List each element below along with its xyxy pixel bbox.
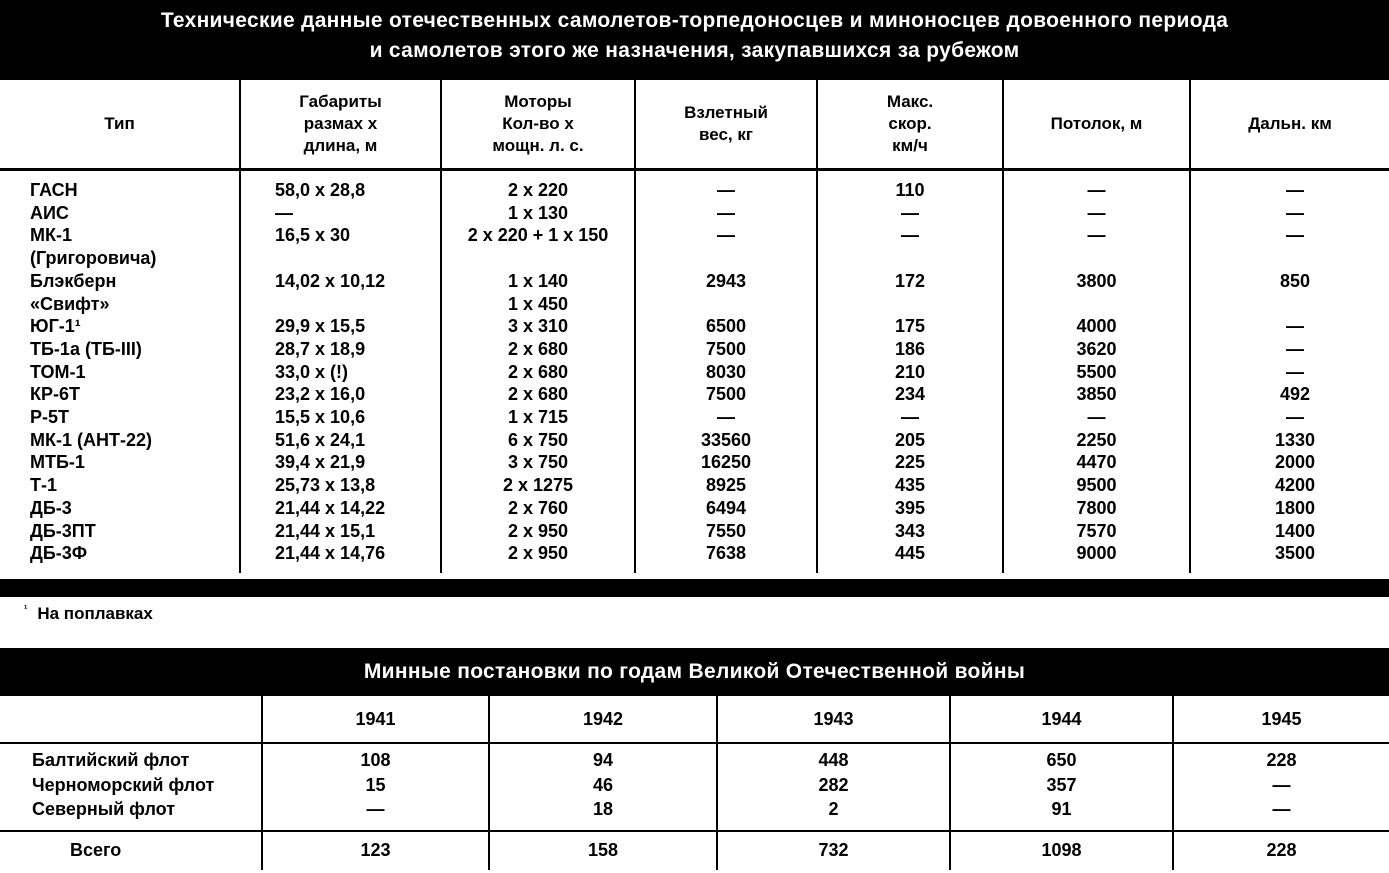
mines-header-blank xyxy=(0,696,262,743)
fleet-name-cell: Северный флот xyxy=(32,799,176,819)
aircraft-value-cell: 2 х 680 xyxy=(441,383,635,406)
total-label-cell: Всего xyxy=(0,831,262,870)
mines-count-cell: 91 xyxy=(950,797,1173,831)
aircraft-value-cell xyxy=(1003,293,1190,316)
aircraft-value-cell: 1 х 450 xyxy=(441,293,635,316)
aircraft-value-cell: 8925 xyxy=(635,474,817,497)
aircraft-value-cell: 2943 xyxy=(635,270,817,293)
aircraft-row xyxy=(0,429,1389,452)
aircraft-row xyxy=(0,270,1389,293)
table1-title-line2: и самолетов этого же назначения, закупавшихся за рубежом xyxy=(369,39,1020,62)
aircraft-value-cell: — xyxy=(817,202,1003,225)
aircraft-value-cell: 7550 xyxy=(635,520,817,543)
aircraft-value-cell: 2 х 760 xyxy=(441,497,635,520)
header-line: Взлетный xyxy=(684,103,768,122)
aircraft-row xyxy=(0,520,1389,543)
aircraft-row xyxy=(0,474,1389,497)
aircraft-value-cell: 33,0 х (!) xyxy=(240,361,441,384)
mines-year-header: 1943 xyxy=(717,696,950,743)
aircraft-value-cell: — xyxy=(1190,170,1389,202)
mines-count-cell: 46 xyxy=(489,773,717,798)
aircraft-value-cell: 3 х 310 xyxy=(441,315,635,338)
aircraft-value-cell: 1 х 140 xyxy=(441,270,635,293)
aircraft-value-cell: 225 xyxy=(817,451,1003,474)
aircraft-value-cell xyxy=(1190,247,1389,270)
header-line: скор. xyxy=(888,114,932,133)
mines-table-body xyxy=(0,743,1389,870)
aircraft-value-cell: 33560 xyxy=(635,429,817,452)
aircraft-type-cell: ТБ-1а (ТБ-III) xyxy=(30,338,142,359)
aircraft-row xyxy=(0,170,1389,202)
mines-year-header: 1941 xyxy=(262,696,489,743)
mines-count-cell: 15 xyxy=(262,773,489,798)
aircraft-value-cell: — xyxy=(1190,338,1389,361)
aircraft-value-cell: — xyxy=(1190,202,1389,225)
header-line: Тип xyxy=(104,114,135,133)
mine-laying-table xyxy=(0,696,1389,870)
aircraft-value-cell: 3 х 750 xyxy=(441,451,635,474)
total-value-cell: 123 xyxy=(262,831,489,870)
total-row xyxy=(0,831,1389,870)
aircraft-value-cell: 445 xyxy=(817,542,1003,573)
aircraft-type-cell: ТОМ-1 xyxy=(30,361,86,382)
header-line: размах х xyxy=(303,114,378,133)
aircraft-type-cell: АИС xyxy=(30,202,69,223)
aircraft-value-cell: 23,2 х 16,0 xyxy=(240,383,441,406)
aircraft-value-cell: — xyxy=(817,406,1003,429)
aircraft-table-body xyxy=(0,170,1389,573)
mines-table-header-row xyxy=(0,696,1389,743)
aircraft-value-cell: 7500 xyxy=(635,338,817,361)
mines-year-header: 1944 xyxy=(950,696,1173,743)
aircraft-value-cell xyxy=(635,293,817,316)
aircraft-value-cell: — xyxy=(635,202,817,225)
header-line: Кол-во х xyxy=(502,114,574,133)
aircraft-header-cell xyxy=(441,80,635,170)
footnote xyxy=(24,604,153,624)
header-line: Макс. xyxy=(886,92,934,111)
aircraft-type-cell: ДБ-3 xyxy=(30,497,72,518)
aircraft-value-cell: 7800 xyxy=(1003,497,1190,520)
aircraft-value-cell: 3620 xyxy=(1003,338,1190,361)
mines-count-cell: 2 xyxy=(717,797,950,831)
aircraft-value-cell: 3800 xyxy=(1003,270,1190,293)
aircraft-value-cell: 2 х 220 xyxy=(441,170,635,202)
table1-title-line1: Технические данные отечественных самолетов-торпедоносцев и миноносцев довоенного периода xyxy=(160,9,1229,32)
aircraft-value-cell: 21,44 х 15,1 xyxy=(240,520,441,543)
aircraft-value-cell: 395 xyxy=(817,497,1003,520)
aircraft-value-cell: 51,6 х 24,1 xyxy=(240,429,441,452)
aircraft-value-cell xyxy=(635,247,817,270)
aircraft-header-cell xyxy=(1190,80,1389,170)
aircraft-value-cell: 1 х 130 xyxy=(441,202,635,225)
mines-year-header: 1945 xyxy=(1173,696,1389,743)
aircraft-value-cell: 1 х 715 xyxy=(441,406,635,429)
aircraft-value-cell: — xyxy=(1190,361,1389,384)
total-value-cell: 158 xyxy=(489,831,717,870)
aircraft-value-cell: 9500 xyxy=(1003,474,1190,497)
separator-bar xyxy=(0,579,1389,597)
aircraft-value-cell xyxy=(1190,293,1389,316)
aircraft-value-cell: — xyxy=(240,202,441,225)
aircraft-value-cell: 2 х 1275 xyxy=(441,474,635,497)
mines-count-cell: 228 xyxy=(1173,743,1389,773)
fleet-row xyxy=(0,773,1389,798)
aircraft-value-cell: 1800 xyxy=(1190,497,1389,520)
aircraft-row xyxy=(0,383,1389,406)
aircraft-value-cell xyxy=(817,247,1003,270)
aircraft-value-cell: 1400 xyxy=(1190,520,1389,543)
aircraft-value-cell xyxy=(817,293,1003,316)
mines-count-cell: — xyxy=(1173,797,1389,831)
aircraft-type-cell: Блэкберн xyxy=(30,270,117,291)
aircraft-value-cell: 21,44 х 14,76 xyxy=(240,542,441,573)
header-line: длина, м xyxy=(303,136,378,155)
aircraft-value-cell: 9000 xyxy=(1003,542,1190,573)
aircraft-value-cell: 4000 xyxy=(1003,315,1190,338)
aircraft-value-cell: 28,7 х 18,9 xyxy=(240,338,441,361)
aircraft-value-cell: 234 xyxy=(817,383,1003,406)
aircraft-row xyxy=(0,451,1389,474)
aircraft-header-cell xyxy=(1003,80,1190,170)
footnote-text: На поплавках xyxy=(37,604,153,623)
aircraft-header-cell xyxy=(817,80,1003,170)
aircraft-type-cell: ГАСН xyxy=(30,180,78,200)
aircraft-value-cell: 58,0 х 28,8 xyxy=(240,170,441,202)
aircraft-value-cell: 2 х 950 xyxy=(441,520,635,543)
aircraft-value-cell: 110 xyxy=(817,170,1003,202)
aircraft-value-cell: 850 xyxy=(1190,270,1389,293)
aircraft-value-cell: 14,02 х 10,12 xyxy=(240,270,441,293)
aircraft-value-cell: 6500 xyxy=(635,315,817,338)
aircraft-type-cell: ДБ-3ПТ xyxy=(30,520,96,541)
aircraft-value-cell: 186 xyxy=(817,338,1003,361)
header-line: км/ч xyxy=(892,136,928,155)
aircraft-value-cell: 210 xyxy=(817,361,1003,384)
aircraft-value-cell: 8030 xyxy=(635,361,817,384)
header-line: Габариты xyxy=(299,92,382,111)
mines-year-header: 1942 xyxy=(489,696,717,743)
aircraft-value-cell: 175 xyxy=(817,315,1003,338)
header-line: Дальн. км xyxy=(1248,114,1332,133)
aircraft-value-cell: 15,5 х 10,6 xyxy=(240,406,441,429)
aircraft-value-cell: 16,5 х 30 xyxy=(240,224,441,247)
aircraft-value-cell: — xyxy=(1003,224,1190,247)
aircraft-value-cell: — xyxy=(1003,170,1190,202)
aircraft-value-cell: 4200 xyxy=(1190,474,1389,497)
aircraft-value-cell xyxy=(240,293,441,316)
aircraft-row xyxy=(0,338,1389,361)
aircraft-type-cell: МК-1 (АНТ-22) xyxy=(30,429,152,450)
aircraft-value-cell: 2 х 680 xyxy=(441,361,635,384)
aircraft-type-cell: МК-1 xyxy=(30,225,72,246)
aircraft-value-cell: 3500 xyxy=(1190,542,1389,573)
aircraft-row xyxy=(0,497,1389,520)
aircraft-value-cell: 205 xyxy=(817,429,1003,452)
fleet-name-cell: Балтийский флот xyxy=(32,750,190,770)
aircraft-row xyxy=(0,202,1389,225)
aircraft-row xyxy=(0,293,1389,316)
aircraft-header-cell xyxy=(240,80,441,170)
aircraft-row xyxy=(0,361,1389,384)
aircraft-value-cell: 7500 xyxy=(635,383,817,406)
aircraft-value-cell: 21,44 х 14,22 xyxy=(240,497,441,520)
aircraft-value-cell: 7638 xyxy=(635,542,817,573)
total-value-cell: 228 xyxy=(1173,831,1389,870)
aircraft-value-cell xyxy=(240,247,441,270)
aircraft-row xyxy=(0,406,1389,429)
aircraft-type-cell: МТБ-1 xyxy=(30,452,85,473)
aircraft-value-cell: 2 х 950 xyxy=(441,542,635,573)
aircraft-value-cell: 16250 xyxy=(635,451,817,474)
aircraft-value-cell: — xyxy=(635,170,817,202)
fleet-row xyxy=(0,743,1389,773)
aircraft-value-cell: 343 xyxy=(817,520,1003,543)
aircraft-type-cell: ДБ-3Ф xyxy=(30,543,88,564)
header-line: Моторы xyxy=(504,92,572,111)
mines-count-cell: — xyxy=(1173,773,1389,798)
table1-title-bar xyxy=(0,0,1389,80)
aircraft-value-cell: — xyxy=(817,224,1003,247)
mines-count-cell: 357 xyxy=(950,773,1173,798)
aircraft-row xyxy=(0,542,1389,573)
aircraft-type-cell: Р-5Т xyxy=(30,407,70,428)
mines-count-cell: 94 xyxy=(489,743,717,773)
mines-count-cell: 282 xyxy=(717,773,950,798)
aircraft-value-cell: — xyxy=(1003,406,1190,429)
aircraft-row xyxy=(0,247,1389,270)
aircraft-value-cell: 2000 xyxy=(1190,451,1389,474)
aircraft-value-cell: 25,73 х 13,8 xyxy=(240,474,441,497)
fleet-row xyxy=(0,797,1389,831)
mines-count-cell: 18 xyxy=(489,797,717,831)
table2-title-bar: Минные постановки по годам Великой Отечественной войны xyxy=(0,648,1389,696)
mines-count-cell: 650 xyxy=(950,743,1173,773)
aircraft-value-cell: 492 xyxy=(1190,383,1389,406)
aircraft-value-cell: 5500 xyxy=(1003,361,1190,384)
aircraft-type-cell: Т-1 xyxy=(30,475,57,496)
total-value-cell: 732 xyxy=(717,831,950,870)
aircraft-value-cell xyxy=(441,247,635,270)
header-line: мощн. л. с. xyxy=(492,136,584,155)
aircraft-value-cell: 6 х 750 xyxy=(441,429,635,452)
aircraft-value-cell: 2250 xyxy=(1003,429,1190,452)
aircraft-value-cell: 3850 xyxy=(1003,383,1190,406)
aircraft-row xyxy=(0,224,1389,247)
aircraft-specs-table xyxy=(0,80,1389,573)
aircraft-value-cell: 29,9 х 15,5 xyxy=(240,315,441,338)
footnote-mark: ¹ xyxy=(24,604,28,616)
mines-count-cell: 108 xyxy=(262,743,489,773)
aircraft-value-cell: 6494 xyxy=(635,497,817,520)
aircraft-value-cell: 2 х 220 + 1 х 150 xyxy=(441,224,635,247)
aircraft-value-cell: — xyxy=(1003,202,1190,225)
aircraft-value-cell: 2 х 680 xyxy=(441,338,635,361)
aircraft-value-cell: — xyxy=(1190,406,1389,429)
aircraft-header-cell xyxy=(0,80,240,170)
header-line: Потолок, м xyxy=(1050,114,1143,133)
aircraft-table-header-row xyxy=(0,80,1389,170)
aircraft-value-cell: — xyxy=(1190,224,1389,247)
aircraft-value-cell: 7570 xyxy=(1003,520,1190,543)
aircraft-value-cell: — xyxy=(1190,315,1389,338)
aircraft-value-cell: — xyxy=(635,224,817,247)
aircraft-type-cell: ЮГ-1¹ xyxy=(30,316,81,337)
aircraft-value-cell: — xyxy=(635,406,817,429)
aircraft-value-cell xyxy=(1003,247,1190,270)
aircraft-value-cell: 4470 xyxy=(1003,451,1190,474)
aircraft-type-cell: КР-6Т xyxy=(30,384,80,405)
aircraft-row xyxy=(0,315,1389,338)
mines-count-cell: — xyxy=(262,797,489,831)
aircraft-type-cell: (Григоровича) xyxy=(30,248,157,269)
header-line: вес, кг xyxy=(699,125,753,144)
aircraft-header-cell xyxy=(635,80,817,170)
aircraft-value-cell: 435 xyxy=(817,474,1003,497)
total-value-cell: 1098 xyxy=(950,831,1173,870)
aircraft-value-cell: 172 xyxy=(817,270,1003,293)
aircraft-value-cell: 1330 xyxy=(1190,429,1389,452)
aircraft-value-cell: 39,4 х 21,9 xyxy=(240,451,441,474)
fleet-name-cell: Черноморский флот xyxy=(32,774,215,795)
mines-count-cell: 448 xyxy=(717,743,950,773)
aircraft-type-cell: «Свифт» xyxy=(30,293,110,314)
